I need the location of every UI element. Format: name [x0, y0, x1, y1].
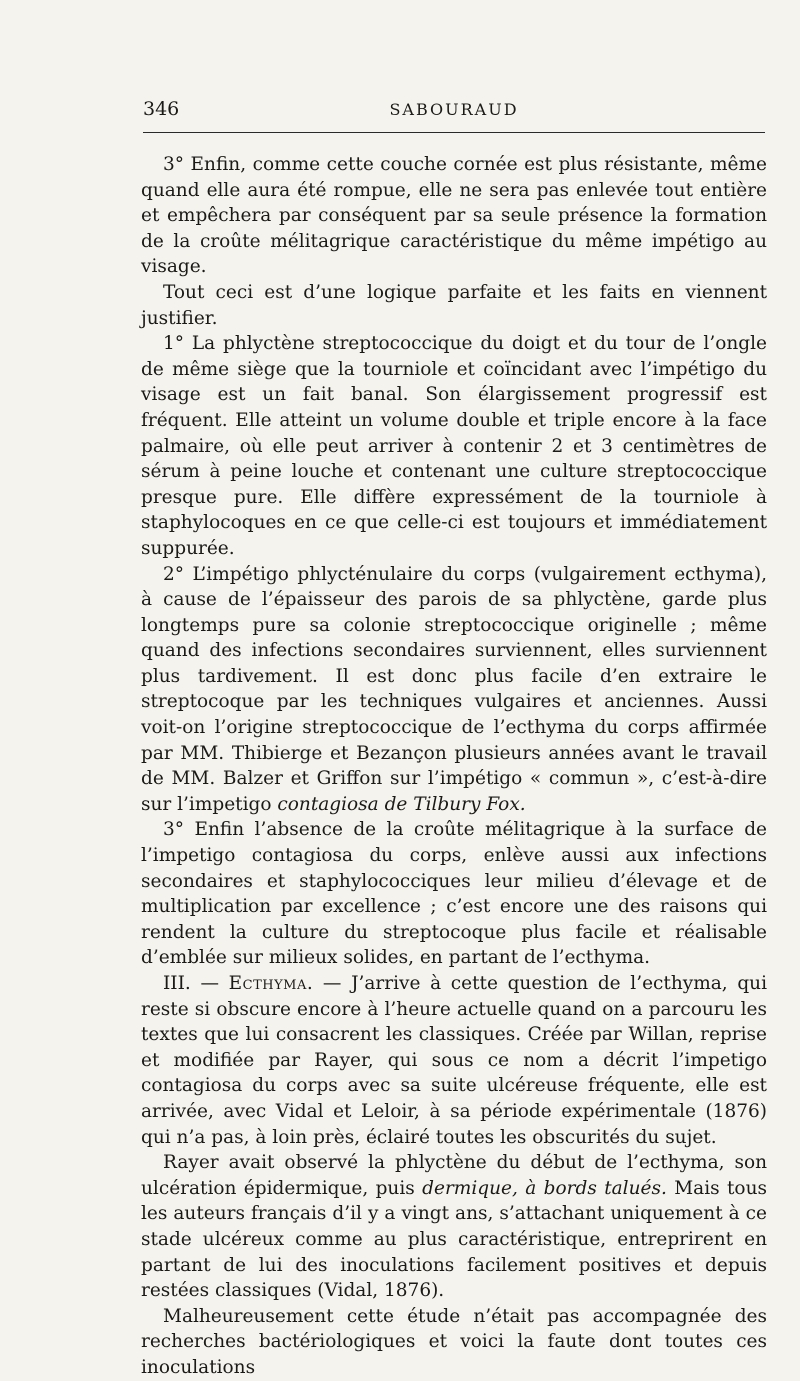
header-rule — [143, 132, 765, 133]
paragraph — [141, 971, 767, 1150]
paragraph: 1° La phlyctène streptococcique du doigt et du tour de l’ongle de même siège que la tourniole et coïncidant avec l’impétigo du visage est un fait banal. Son élargissement progressif est fréquent. Elle atteint un volume double et triple encore à la face palmaire, où elle peut arriver à contenir 2 et 3 centimètres de sérum à peine louche et contenant une culture streptococcique presque pure. Elle diffère expressément de la tourniole à staphylocoques en ce que celle-ci est toujours et immédiatement suppurée. — [141, 333, 767, 559]
italic-text: contagiosa de Tilbury Fox. — [277, 793, 526, 815]
paragraph — [141, 1150, 767, 1304]
italic-text: dermique, à bords talués. — [422, 1177, 667, 1199]
body-text — [141, 152, 767, 1381]
page-number: 346 — [143, 98, 180, 120]
page-header — [143, 98, 765, 128]
paragraph: Malheureusement cette étude n’était pas accompagnée des recherches bactériologiques et voici la faute dont toutes ces inoculations — [141, 1305, 767, 1378]
paragraph — [141, 562, 767, 818]
paragraph-text: Rayer avait observé la phlyctène du début de l’ecthyma, son ulcération épidermique, puis — [141, 1152, 767, 1199]
paragraph: 3° Enfin l’absence de la croûte mélitagrique à la surface de l’impetigo contagiosa du corps, enlève aussi aux infections secondaires et staphylococciques leur milieu d’élevage et de multiplication par excellence ; c’est encore une des raisons qui rendent la culture du streptocoque plus facile et réalisable d’emblée sur milieux solides, en partant de l’ecthyma. — [141, 819, 767, 969]
section-title: Ecthyma. — [228, 973, 314, 994]
paragraph: Tout ceci est d’une logique parfaite et les faits en viennent justifier. — [141, 281, 767, 329]
running-head: SABOURAUD — [389, 100, 519, 119]
paragraph-text: 2° L’impétigo phlycténulaire du corps (vulgairement ecthyma), à cause de l’épaisseur des parois de sa phlyctène, garde plus longtemps pure sa colonie streptococcique originelle ; même quand des infections secondaires surviennent, elles surviennent plus tardivement. Il est donc plus facile d’en extraire le streptocoque par les techniques vulgaires et anciennes. Aussi voit-on l’origine streptococcique de l’ecthyma du corps affirmée par MM. Thibierge et Bezançon plusieurs années avant le travail de MM. Balzer et Griffon sur l’impétigo « commun », c’est-à-dire sur l’impetigo — [141, 563, 767, 815]
paragraph-text: Mais tous les auteurs français d’il y a vingt ans, s’attachant uniquement à ce stade ulcéreux comme au plus caractéristique, entreprirent en partant de lui des inoculations facilement positives et depuis restées classiques (Vidal, 1876). — [141, 1177, 767, 1302]
paragraph-text: — J’arrive à cette question de l’ecthyma, qui reste si obscure encore à l’heure actuelle quand on a parcouru les textes que lui consacrent les classiques. Créée par Willan, reprise et modifiée par Rayer, qui sous ce nom a décrit l’impetigo contagiosa du corps avec sa suite ulcéreuse fréquente, elle est arrivée, avec Vidal et Leloir, à sa période expérimentale (1876) qui n’a pas, à loin près, éclairé toutes les obscurités du sujet. — [141, 973, 767, 1148]
paragraph: 3° Enfin, comme cette couche cornée est plus résistante, même quand elle aura été rompue, elle ne sera pas enlevée tout entière et empêchera par conséquent par sa seule présence la formation de la croûte mélitagrique caractéristique du même impétigo au visage. — [141, 154, 767, 278]
section-number: III. — — [163, 973, 229, 994]
